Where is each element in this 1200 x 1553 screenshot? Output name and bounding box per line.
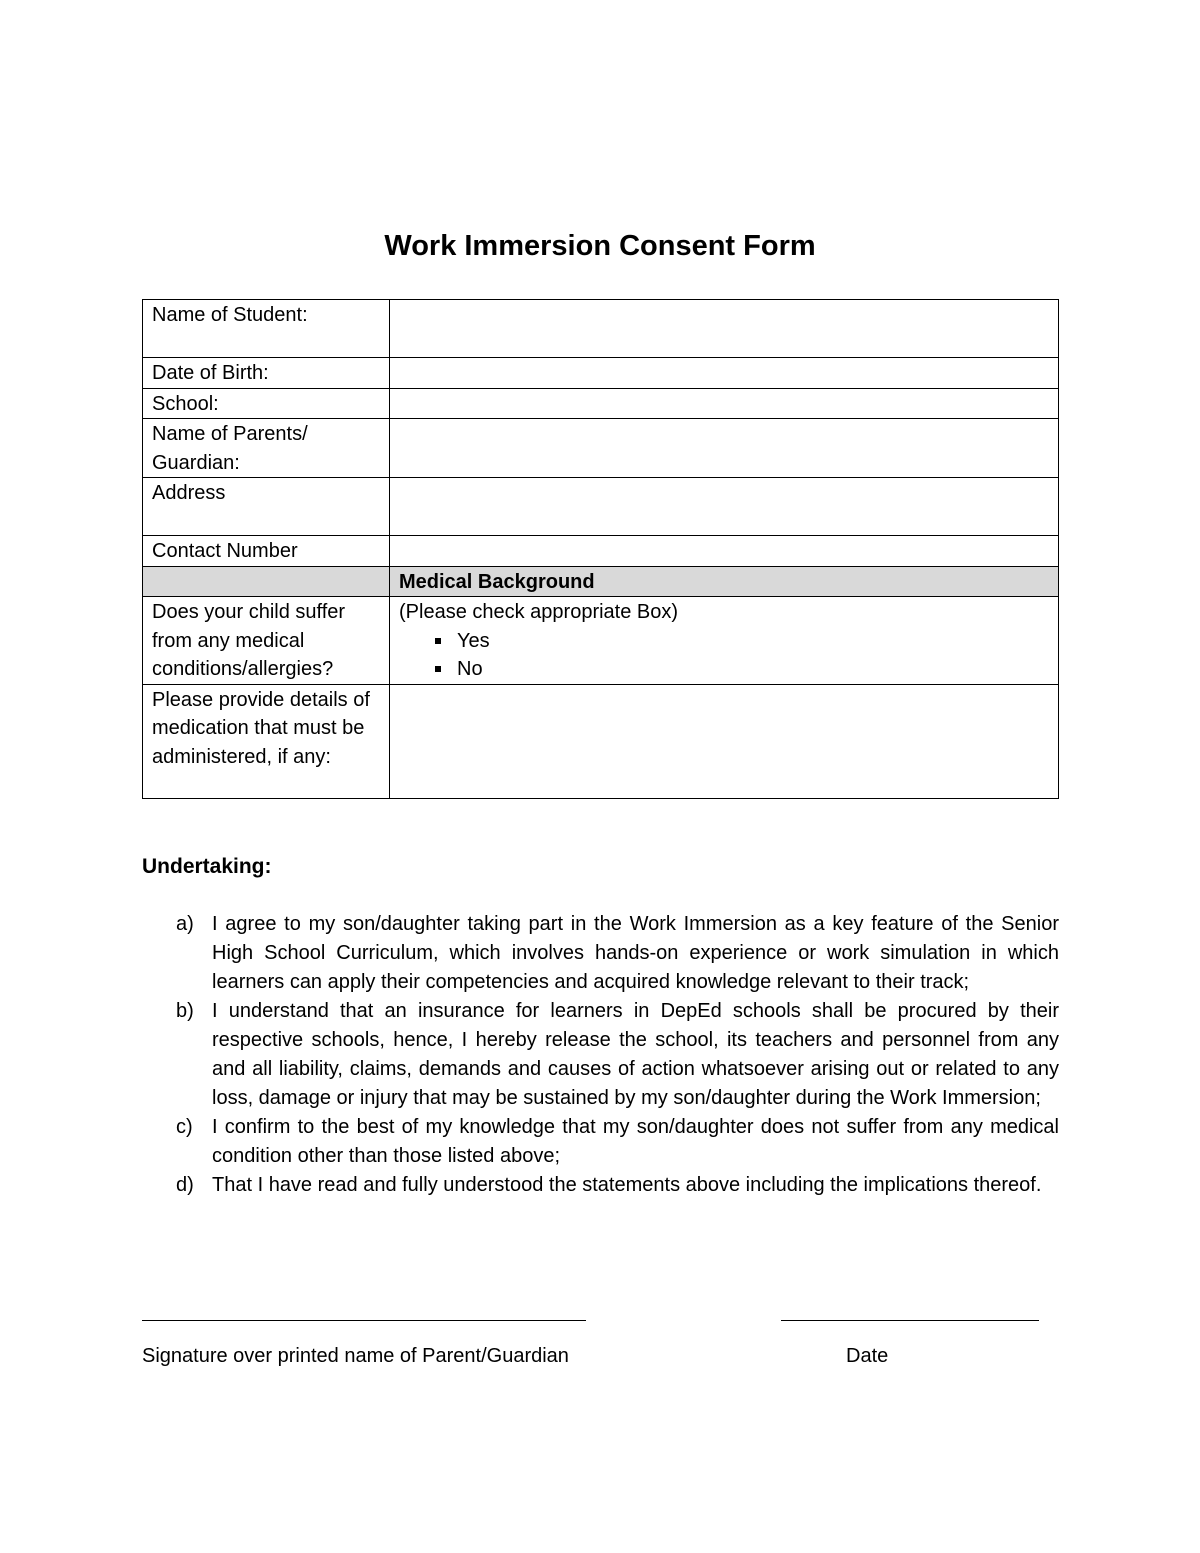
- date-of-birth-field[interactable]: [390, 358, 1059, 389]
- list-item: [142, 997, 1059, 1113]
- parents-label: [143, 419, 390, 478]
- date-of-birth-label: Date of Birth:: [143, 358, 390, 389]
- table-row: [143, 536, 1059, 567]
- table-row: [143, 684, 1059, 798]
- option-yes[interactable]: Yes: [429, 627, 1049, 656]
- item-marker: d): [176, 1174, 194, 1196]
- item-marker: a): [176, 913, 194, 935]
- date-label: Date: [846, 1345, 889, 1367]
- parent-signature-line[interactable]: [142, 1320, 586, 1321]
- table-row: [143, 300, 1059, 358]
- item-text: That I have read and fully understood the statements above including the implications thereof.: [212, 1174, 1042, 1196]
- consent-form-table: [142, 299, 1059, 799]
- medication-details-field[interactable]: [390, 684, 1059, 798]
- list-item: [142, 910, 1059, 997]
- medical-background-heading: Medical Background: [390, 566, 1059, 597]
- list-item: [142, 1113, 1059, 1171]
- address-field[interactable]: [390, 478, 1059, 536]
- medical-answer-cell: [390, 597, 1059, 685]
- option-no[interactable]: No: [429, 655, 1049, 684]
- medical-question-label: Does your child suffer from any medical conditions/allergies?: [143, 597, 390, 685]
- contact-number-field[interactable]: [390, 536, 1059, 567]
- student-name-field[interactable]: [390, 300, 1059, 358]
- parents-field[interactable]: [390, 419, 1059, 478]
- contact-number-label: Contact Number: [143, 536, 390, 567]
- date-signature-line[interactable]: [781, 1320, 1039, 1321]
- parents-label-line2: Guardian:: [152, 451, 240, 474]
- table-row: [143, 419, 1059, 478]
- address-label: Address: [143, 478, 390, 536]
- table-row: [143, 388, 1059, 419]
- parent-signature-label: Signature over printed name of Parent/Guardian: [142, 1345, 569, 1367]
- medical-header-blank: [143, 566, 390, 597]
- list-item: [142, 1171, 1059, 1200]
- school-field[interactable]: [390, 388, 1059, 419]
- item-marker: c): [176, 1116, 193, 1138]
- school-label: School:: [143, 388, 390, 419]
- item-marker: b): [176, 1000, 194, 1022]
- check-instruction: (Please check appropriate Box): [399, 601, 679, 623]
- medication-details-label: Please provide details of medication that must be administered, if any:: [143, 684, 390, 798]
- student-name-label: Name of Student:: [143, 300, 390, 358]
- item-text: I confirm to the best of my knowledge that my son/daughter does not suffer from any medical condition other than those listed above;: [212, 1116, 1059, 1167]
- medical-options: [399, 627, 1049, 684]
- table-row: [143, 597, 1059, 685]
- parents-label-line1: Name of Parents/: [152, 423, 308, 445]
- table-row: [143, 478, 1059, 536]
- page-title: Work Immersion Consent Form: [384, 230, 816, 262]
- undertaking-heading: Undertaking:: [142, 855, 272, 878]
- item-text: I understand that an insurance for learners in DepEd schools shall be procured by their respective schools, hence, I hereby release the school, its teachers and personnel from any and all liability, claims, demands and causes of action whatsoever arising out or related to any loss, damage or injury that may be sustained by my son/daughter during the Work Immersion;: [212, 1000, 1059, 1109]
- medical-header-row: [143, 566, 1059, 597]
- undertaking-list: [142, 910, 1059, 1200]
- table-row: [143, 358, 1059, 389]
- item-text: I agree to my son/daughter taking part in the Work Immersion as a key feature of the Senior High School Curriculum, which involves hands-on experience or work simulation in which learners can apply their competencies and acquired knowledge relevant to their track;: [212, 913, 1059, 993]
